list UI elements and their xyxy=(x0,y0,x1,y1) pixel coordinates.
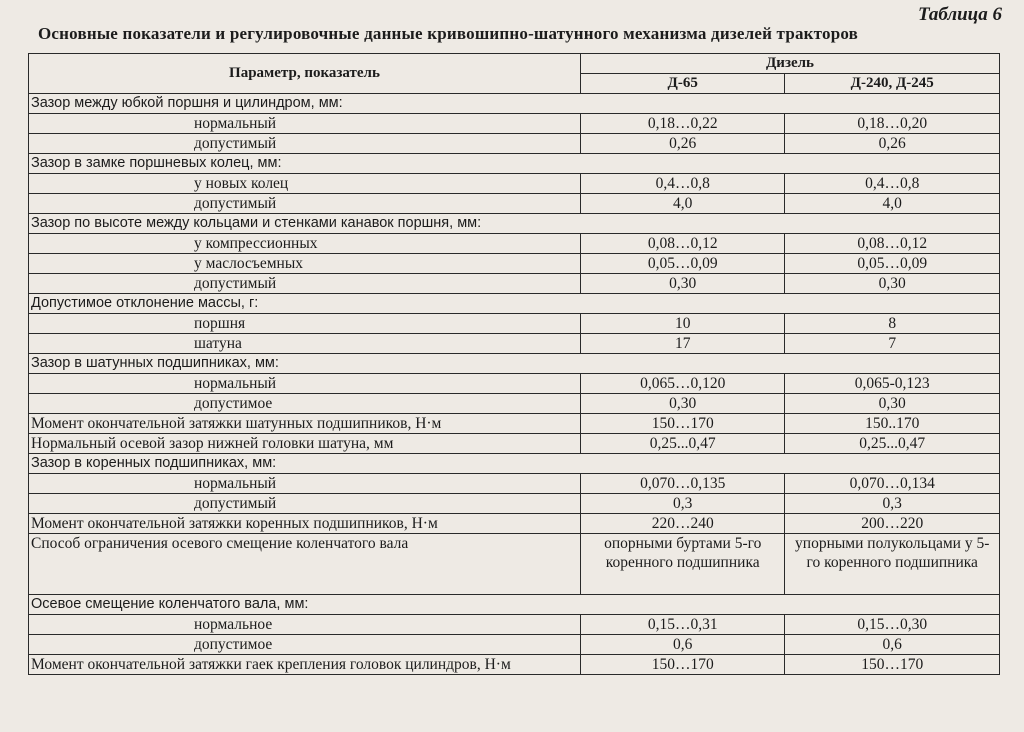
group-label: Допустимое отклонение массы, г: xyxy=(29,294,1000,314)
group-label: Осевое смещение коленчатого вала, мм: xyxy=(29,595,1000,615)
parameter-label: допустимый xyxy=(29,494,581,514)
parameter-label: поршня xyxy=(29,314,581,334)
value-d65: 0,070…0,135 xyxy=(580,474,784,494)
value-d240: 200…220 xyxy=(785,514,1000,534)
table-row xyxy=(29,514,1000,534)
value-d65: 0,30 xyxy=(580,394,784,414)
parameter-label: допустимое xyxy=(29,394,581,414)
value-d240: 0,6 xyxy=(785,635,1000,655)
table-row xyxy=(29,334,1000,354)
parameter-label: Нормальный осевой зазор нижней головки шатуна, мм xyxy=(29,434,581,454)
value-d65: 220…240 xyxy=(580,514,784,534)
value-d65: 4,0 xyxy=(580,194,784,214)
value-d65: 0,065…0,120 xyxy=(580,374,784,394)
table-row xyxy=(29,374,1000,394)
table-caption: Основные показатели и регулировочные данные кривошипно-шатунного механизма дизелей тракторов xyxy=(38,24,859,43)
value-d240: 0,065-0,123 xyxy=(785,374,1000,394)
table-row xyxy=(29,234,1000,254)
value-d65: 17 xyxy=(580,334,784,354)
table-row xyxy=(29,314,1000,334)
value-d65: 0,25...0,47 xyxy=(580,434,784,454)
table-group-row xyxy=(29,595,1000,615)
value-d240: 150..170 xyxy=(785,414,1000,434)
value-d240: 0,25...0,47 xyxy=(785,434,1000,454)
value-d240: 4,0 xyxy=(785,194,1000,214)
value-d65: 0,6 xyxy=(580,635,784,655)
value-d240: 0,08…0,12 xyxy=(785,234,1000,254)
value-d65: 0,4…0,8 xyxy=(580,174,784,194)
value-d240: 7 xyxy=(785,334,1000,354)
table-row xyxy=(29,134,1000,154)
value-d240: 0,30 xyxy=(785,394,1000,414)
value-d240: 0,15…0,30 xyxy=(785,615,1000,635)
parameter-label: шатуна xyxy=(29,334,581,354)
parameter-label: у новых колец xyxy=(29,174,581,194)
value-d65: 0,30 xyxy=(580,274,784,294)
table-row xyxy=(29,655,1000,675)
table-row xyxy=(29,394,1000,414)
value-d65: опорными буртами 5-го коренного подшипника xyxy=(580,534,784,595)
value-d240: 150…170 xyxy=(785,655,1000,675)
table-number: Таблица 6 xyxy=(917,4,1002,25)
table-row xyxy=(29,474,1000,494)
table-group-row xyxy=(29,94,1000,114)
parameter-label: нормальный xyxy=(29,374,581,394)
value-d240: 0,4…0,8 xyxy=(785,174,1000,194)
table-row xyxy=(29,635,1000,655)
value-d65: 0,08…0,12 xyxy=(580,234,784,254)
table-row xyxy=(29,414,1000,434)
table-row xyxy=(29,194,1000,214)
parameter-label: Момент окончательной затяжки гаек крепления головок цилиндров, Н·м xyxy=(29,655,581,675)
table-group-row xyxy=(29,154,1000,174)
header-parameter: Параметр, показатель xyxy=(29,54,581,94)
parameter-label: допустимый xyxy=(29,134,581,154)
value-d240: 0,3 xyxy=(785,494,1000,514)
parameter-label: допустимый xyxy=(29,274,581,294)
table-group-row xyxy=(29,294,1000,314)
table-row xyxy=(29,274,1000,294)
parameters-table xyxy=(28,53,1000,675)
parameter-label: Момент окончательной затяжки коренных подшипников, Н·м xyxy=(29,514,581,534)
group-label: Зазор между юбкой поршня и цилиндром, мм: xyxy=(29,94,1000,114)
value-d240: упорными полукольцами у 5-го коренного подшипника xyxy=(785,534,1000,595)
table-row xyxy=(29,494,1000,514)
group-label: Зазор в замке поршневых колец, мм: xyxy=(29,154,1000,174)
group-label: Зазор по высоте между кольцами и стенками канавок поршня, мм: xyxy=(29,214,1000,234)
value-d65: 0,05…0,09 xyxy=(580,254,784,274)
table-group-row xyxy=(29,354,1000,374)
value-d65: 150…170 xyxy=(580,655,784,675)
value-d240: 0,070…0,134 xyxy=(785,474,1000,494)
value-d65: 0,15…0,31 xyxy=(580,615,784,635)
group-label: Зазор в шатунных подшипниках, мм: xyxy=(29,354,1000,374)
table-row xyxy=(29,434,1000,454)
parameter-label: допустимый xyxy=(29,194,581,214)
parameter-label: нормальный xyxy=(29,474,581,494)
parameter-label: Способ ограничения осевого смещение коленчатого вала xyxy=(29,534,581,595)
value-d240: 0,30 xyxy=(785,274,1000,294)
header-d65: Д-65 xyxy=(580,74,784,94)
value-d240: 0,05…0,09 xyxy=(785,254,1000,274)
header-diesel: Дизель xyxy=(580,54,999,74)
value-d65: 0,3 xyxy=(580,494,784,514)
table-row xyxy=(29,534,1000,595)
parameter-label: Момент окончательной затяжки шатунных подшипников, Н·м xyxy=(29,414,581,434)
table-row xyxy=(29,174,1000,194)
group-label: Зазор в коренных подшипниках, мм: xyxy=(29,454,1000,474)
parameter-label: нормальное xyxy=(29,615,581,635)
value-d240: 0,18…0,20 xyxy=(785,114,1000,134)
parameter-label: допустимое xyxy=(29,635,581,655)
value-d65: 10 xyxy=(580,314,784,334)
table-row xyxy=(29,254,1000,274)
value-d65: 0,18…0,22 xyxy=(580,114,784,134)
parameter-label: у маслосъемных xyxy=(29,254,581,274)
value-d240: 0,26 xyxy=(785,134,1000,154)
value-d65: 150…170 xyxy=(580,414,784,434)
table-row xyxy=(29,114,1000,134)
table-group-row xyxy=(29,214,1000,234)
value-d240: 8 xyxy=(785,314,1000,334)
parameter-label: нормальный xyxy=(29,114,581,134)
header-d240: Д-240, Д-245 xyxy=(785,74,1000,94)
parameter-label: у компрессионных xyxy=(29,234,581,254)
table-row xyxy=(29,615,1000,635)
value-d65: 0,26 xyxy=(580,134,784,154)
table-group-row xyxy=(29,454,1000,474)
